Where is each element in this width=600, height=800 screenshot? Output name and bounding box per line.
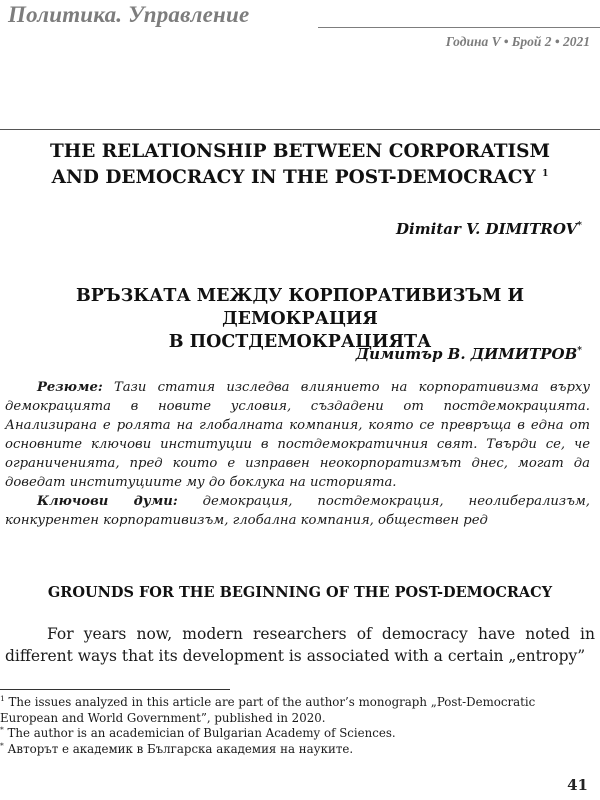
article-title-bg bbox=[0, 285, 600, 354]
footnote-3 bbox=[0, 742, 596, 758]
footnote-2-mark: * bbox=[0, 725, 4, 735]
issue-info: Година V • Брой 2 • 2021 bbox=[445, 34, 590, 49]
body-paragraph: For years now, modern researchers of democracy have noted in different ways that its development is associated with a certain „entropy” bbox=[5, 625, 595, 665]
keywords-paragraph bbox=[5, 492, 590, 530]
author-en-name: Dimitar V. DIMITROV bbox=[396, 220, 578, 238]
author-bg bbox=[356, 345, 582, 363]
article-title-en-line2 bbox=[0, 165, 600, 191]
footnote-2-text: The author is an academician of Bulgarian Academy of Sciences. bbox=[7, 726, 396, 740]
article-title-bg-line1: ВРЪЗКАТА МЕЖДУ КОРПОРАТИВИЗЪМ И ДЕМОКРАЦИЯ bbox=[75, 286, 525, 329]
footnote-3-mark: * bbox=[0, 740, 4, 750]
author-en-footnote-ref[interactable]: * bbox=[577, 221, 582, 231]
section-heading: GROUNDS FOR THE BEGINNING OF THE POST-DEMOCRACY bbox=[47, 584, 553, 601]
article-title-en-line1: THE RELATIONSHIP BETWEEN CORPORATISM bbox=[50, 141, 550, 162]
abstract-paragraph bbox=[5, 378, 590, 492]
footnote-ref-1[interactable]: 1 bbox=[542, 168, 549, 179]
abstract-block bbox=[5, 378, 590, 530]
article-title-en bbox=[0, 139, 600, 191]
footnote-1-mark: 1 bbox=[0, 694, 5, 704]
article-title-bg-line2: В ПОСТДЕМОКРАЦИЯТА bbox=[168, 332, 432, 352]
abstract-text: Тази статия изследва влиянието на корпоративизма върху демокрацията в новите условия, създадени от постдемокрацията. Анализирана е ролята на глобалната компания, която се превръща в една от основните ключови институции в постдемократичния свят. Твърди се, че ограниченията, пред които е изправен неокорпоратизмът днес, могат да доведат институциите му до боклука на историята. bbox=[5, 380, 590, 490]
author-en bbox=[396, 220, 582, 238]
keywords-label: Ключови думи: bbox=[37, 494, 178, 509]
footnotes bbox=[0, 695, 596, 757]
footnote-2 bbox=[0, 726, 596, 742]
abstract-label: Резюме: bbox=[37, 380, 103, 395]
keywords-text: демокрация, постдемокрация, неолиберализъм, конкурентен корпоративизъм, глобална компания, обществен ред bbox=[5, 494, 590, 528]
title-separator-rule bbox=[0, 129, 600, 130]
author-bg-footnote-ref[interactable]: * bbox=[577, 346, 582, 356]
footnote-1-text: The issues analyzed in this article are part of the author’s monograph „Post-Democratic European and World Government”, published in 2020. bbox=[0, 695, 536, 725]
author-bg-name: Димитър В. ДИМИТРОВ bbox=[355, 345, 578, 363]
page-number: 41 bbox=[567, 776, 588, 794]
footnote-rule bbox=[0, 689, 230, 690]
footnote-1 bbox=[0, 695, 596, 726]
footnote-3-text: Авторът е академик в Българска академия на науките. bbox=[7, 741, 354, 756]
body-text bbox=[5, 623, 595, 667]
article-title-en-line2-text: AND DEMOCRACY IN THE POST-DEMOCRACY bbox=[51, 167, 536, 188]
header-rule bbox=[318, 27, 600, 28]
journal-title: Политика. Управление bbox=[8, 2, 250, 27]
